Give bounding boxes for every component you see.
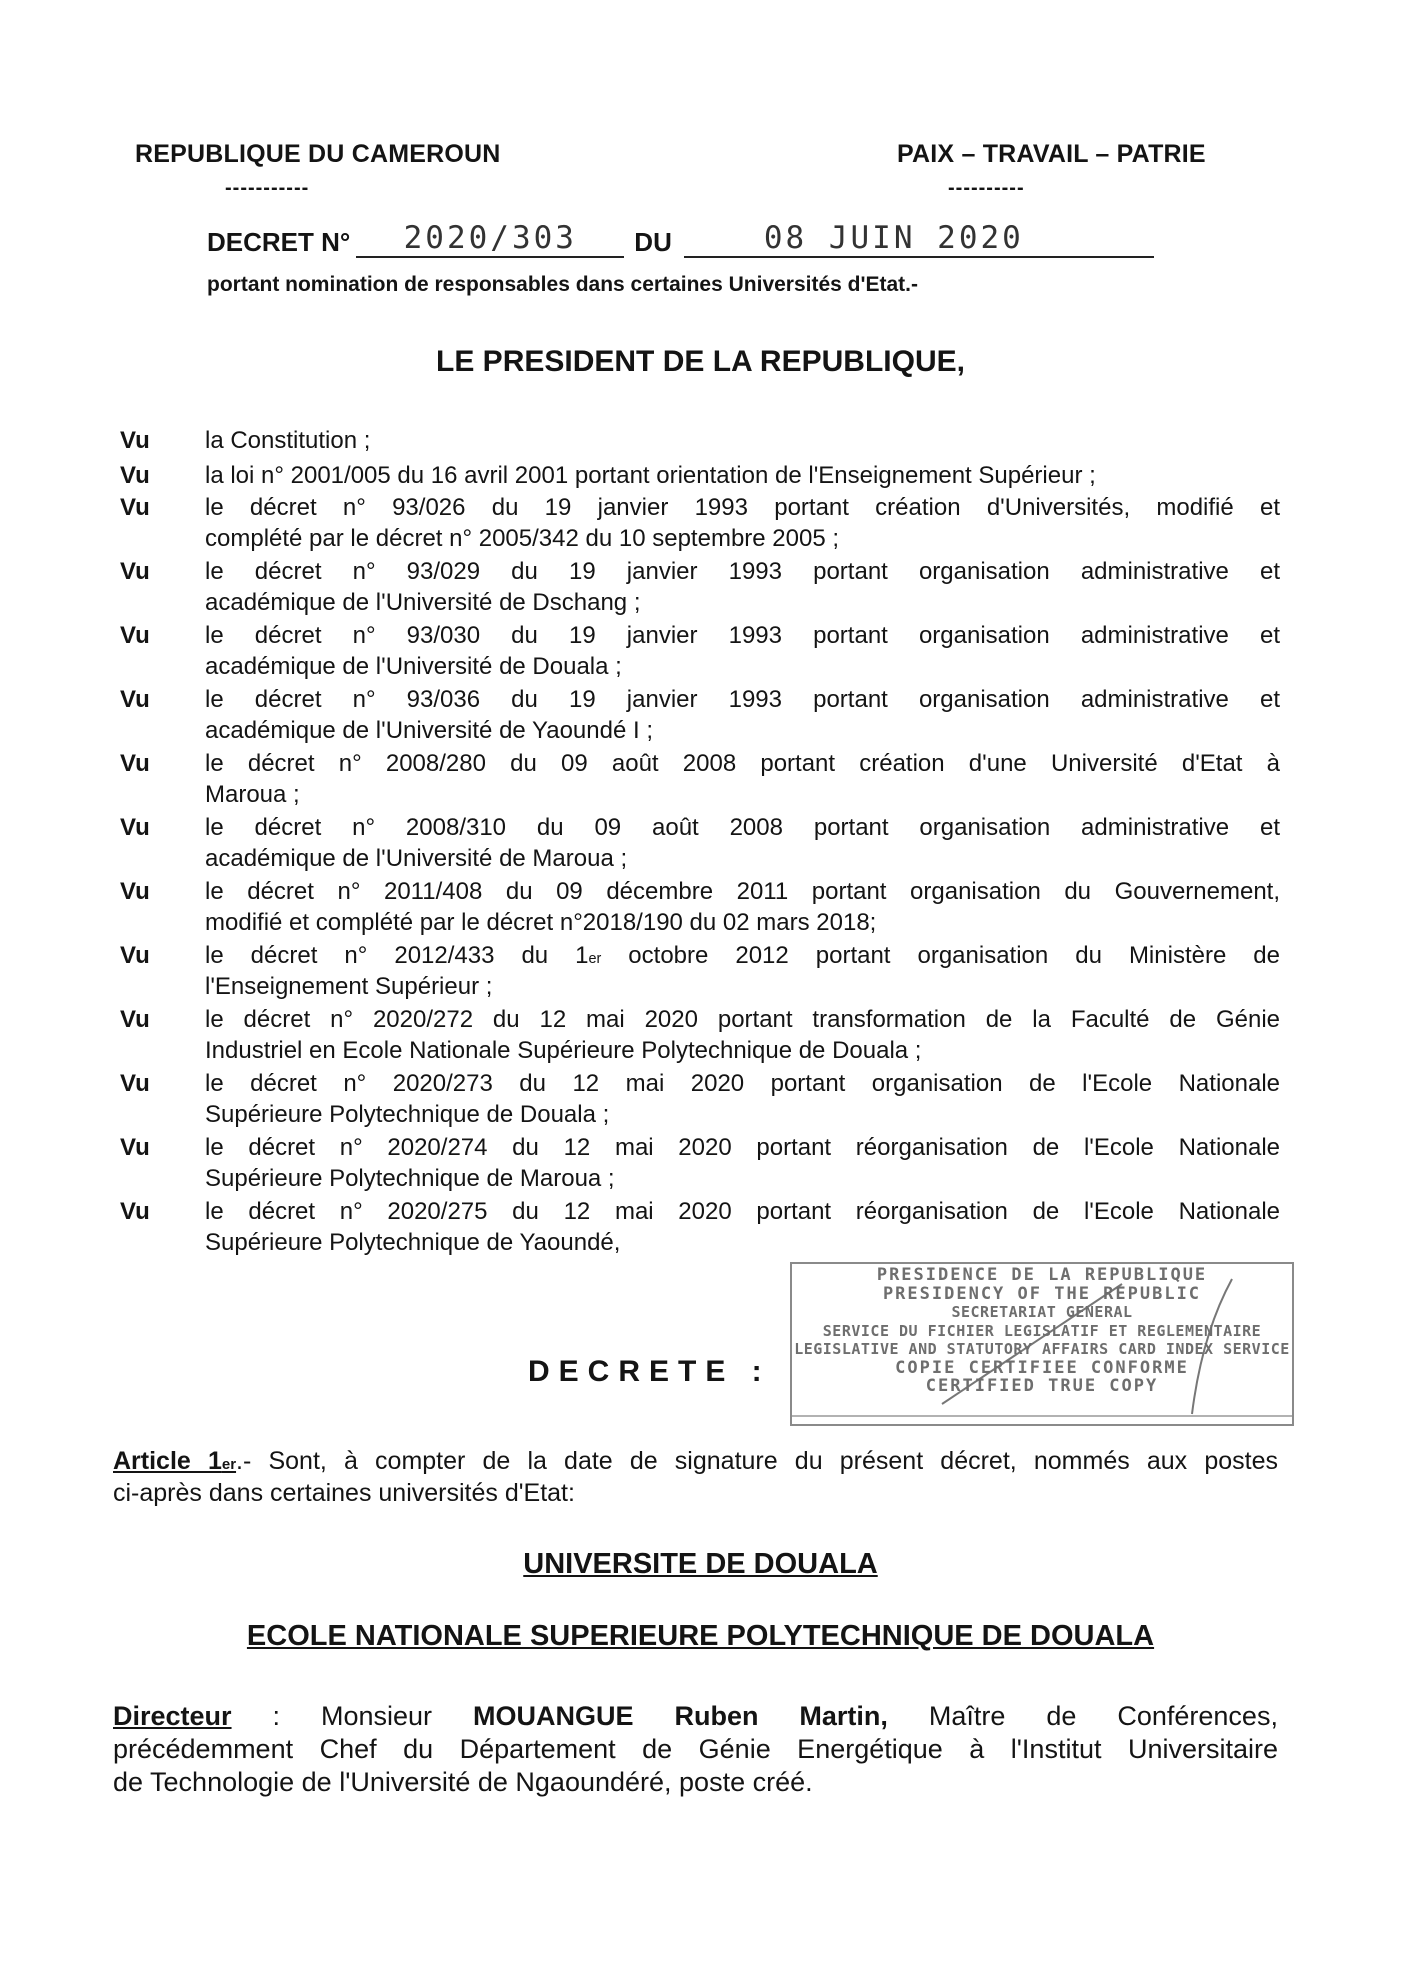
article-line-2: ci-après dans certaines universités d'Etat: [113, 1479, 575, 1507]
header-left-dashes: ----------- [225, 177, 310, 199]
director-line-3: de Technologie de l'Université de Ngaoundéré, poste créé. [113, 1767, 813, 1797]
vu-text-line: le décret n° 93/030 du 19 janvier 1993 portant organisation administrative et [205, 622, 1280, 649]
vu-text-line: modifié et complété par le décret n°2018/190 du 02 mars 2018; [205, 909, 877, 936]
vu-item [120, 876, 1280, 938]
article-text-1: .- Sont, à compter de la date de signature du présent décret, nommés aux postes [236, 1447, 1278, 1475]
header-right: PAIX – TRAVAIL – PATRIE [897, 140, 1206, 168]
stamp-line: SERVICE DU FICHIER LEGISLATIF ET REGLEMENTAIRE [822, 1321, 1262, 1340]
stamp-line: PRESIDENCY OF THE REPUBLIC [882, 1283, 1202, 1304]
stamp-line: SECRETARIAT GENERAL [951, 1303, 1133, 1321]
article-line-1 [113, 1445, 1278, 1477]
vu-text [205, 1068, 1280, 1130]
vu-item [120, 1068, 1280, 1130]
director-line-2: précédemment Chef du Département de Génie Energétique à l'Institut Universitaire [113, 1734, 1278, 1764]
vu-text-line: le décret n° 93/026 du 19 janvier 1993 portant création d'Universités, modifié et [205, 494, 1280, 521]
vu-text-line: le décret n° 93/036 du 19 janvier 1993 portant organisation administrative et [205, 686, 1280, 713]
vu-item [120, 748, 1280, 810]
vu-text-line: le décret n° 93/029 du 19 janvier 1993 portant organisation administrative et [205, 558, 1280, 585]
vu-item [120, 1004, 1280, 1066]
vu-label: Vu [120, 558, 150, 585]
vu-item [120, 620, 1280, 682]
vu-item [120, 556, 1280, 618]
decree-date: 08 JUIN 2020 [684, 220, 1154, 258]
vu-text [205, 1132, 1280, 1194]
decree-label: DECRET N° [207, 227, 351, 257]
vu-text [205, 812, 1280, 874]
vu-item [120, 460, 1280, 491]
vu-text-line: la Constitution ; [205, 427, 371, 454]
decree-subtitle: portant nomination de responsables dans certaines Universités d'Etat.- [207, 273, 918, 296]
director-rank: Maître de Conférences, [928, 1701, 1278, 1731]
vu-text [205, 748, 1280, 810]
vu-text [205, 425, 1280, 456]
vu-text [205, 876, 1280, 938]
vu-text-line: académique de l'Université de Maroua ; [205, 845, 628, 872]
decree-title-line [207, 220, 1154, 258]
vu-text-line: le décret n° 2020/273 du 12 mai 2020 portant organisation de l'Ecole Nationale [205, 1070, 1280, 1097]
president-heading: LE PRESIDENT DE LA REPUBLIQUE, [436, 345, 965, 378]
vu-item [120, 684, 1280, 746]
vu-item [120, 812, 1280, 874]
vu-item [120, 940, 1280, 1002]
vu-label: Vu [120, 622, 150, 649]
vu-text [205, 620, 1280, 682]
vu-label: Vu [120, 750, 150, 777]
vu-label: Vu [120, 686, 150, 713]
director-name: MOUANGUE Ruben Martin, [473, 1701, 888, 1731]
director-paragraph [113, 1700, 1278, 1799]
vu-label: Vu [120, 1070, 150, 1097]
vu-item [120, 1196, 1280, 1258]
vu-text-line: le décret n° 2020/275 du 12 mai 2020 portant réorganisation de l'Ecole Nationale [205, 1198, 1280, 1225]
stamp-lines [792, 1264, 1292, 1396]
vu-text-line: le décret n° 2020/274 du 12 mai 2020 portant réorganisation de l'Ecole Nationale [205, 1134, 1280, 1161]
vu-text-line: Industriel en Ecole Nationale Supérieure Polytechnique de Douala ; [205, 1037, 922, 1064]
vu-text-line: le décret n° 2012/433 du 1er octobre 2012 portant organisation du Ministère de [205, 942, 1281, 969]
vu-label: Vu [120, 814, 150, 841]
director-title: Monsieur [320, 1701, 433, 1731]
decrete-heading: DECRETE : [528, 1355, 771, 1388]
decree-du: DU [634, 227, 672, 257]
vu-text-line: le décret n° 2008/310 du 09 août 2008 portant organisation administrative et [205, 814, 1280, 841]
vu-text-line: académique de l'Université de Douala ; [205, 653, 622, 680]
section-school: ECOLE NATIONALE SUPERIEURE POLYTECHNIQUE DE DOUALA [246, 1620, 1155, 1652]
vu-label: Vu [120, 494, 150, 521]
decree-number: 2020/303 [356, 220, 624, 258]
director-label: Directeur [113, 1701, 232, 1731]
vu-text [205, 940, 1280, 1002]
certification-stamp [790, 1262, 1294, 1426]
stamp-line: PRESIDENCE DE LA REPUBLIQUE [876, 1265, 1208, 1285]
vu-label: Vu [120, 942, 150, 969]
vu-text [205, 684, 1280, 746]
vu-text-line: Supérieure Polytechnique de Yaoundé, [205, 1229, 621, 1256]
vu-text-line: académique de l'Université de Dschang ; [205, 589, 641, 616]
article-label: Article 1er [113, 1447, 237, 1475]
director-colon: : [231, 1701, 281, 1731]
vu-item [120, 1132, 1280, 1194]
vu-label: Vu [120, 1006, 150, 1033]
vu-item [120, 425, 1280, 456]
vu-text-line: complété par le décret n° 2005/342 du 10 septembre 2005 ; [205, 525, 840, 552]
vu-label: Vu [120, 1134, 150, 1161]
vu-text-line: le décret n° 2020/272 du 12 mai 2020 portant transformation de la Faculté de Génie [205, 1006, 1280, 1033]
vu-text [205, 492, 1280, 554]
director-line-1 [113, 1700, 1278, 1733]
stamp-line: CERTIFIED TRUE COPY [925, 1376, 1159, 1396]
vu-text [205, 1196, 1280, 1258]
vu-text-line: Maroua ; [205, 781, 300, 808]
vu-text-line: la loi n° 2001/005 du 16 avril 2001 portant orientation de l'Enseignement Supérieur ; [205, 462, 1096, 489]
header-left: REPUBLIQUE DU CAMEROUN [135, 140, 501, 168]
vu-text [205, 1004, 1280, 1066]
article-1 [113, 1445, 1278, 1509]
vu-label: Vu [120, 427, 150, 454]
vu-text-line: le décret n° 2011/408 du 09 décembre 2011 portant organisation du Gouvernement, [205, 878, 1280, 905]
vu-text-line: le décret n° 2008/280 du 09 août 2008 portant création d'une Université d'Etat à [205, 750, 1280, 777]
stamp-line: COPIE CERTIFIEE CONFORME [895, 1357, 1189, 1378]
vu-text-line: Supérieure Polytechnique de Douala ; [205, 1101, 610, 1128]
vu-text-line: Supérieure Polytechnique de Maroua ; [205, 1165, 615, 1192]
vu-item [120, 492, 1280, 554]
vu-label: Vu [120, 878, 150, 905]
vu-text-line: l'Enseignement Supérieur ; [205, 973, 493, 1000]
stamp-line: LEGISLATIVE AND STATUTORY AFFAIRS CARD INDEX SERVICE [794, 1340, 1290, 1358]
section-university: UNIVERSITE DE DOUALA [523, 1548, 878, 1580]
header-right-dashes: ---------- [948, 177, 1025, 199]
vu-text [205, 556, 1280, 618]
vu-text-line: académique de l'Université de Yaoundé I ; [205, 717, 653, 744]
vu-label: Vu [120, 1198, 150, 1225]
vu-label: Vu [120, 462, 150, 489]
vu-text [205, 460, 1280, 491]
